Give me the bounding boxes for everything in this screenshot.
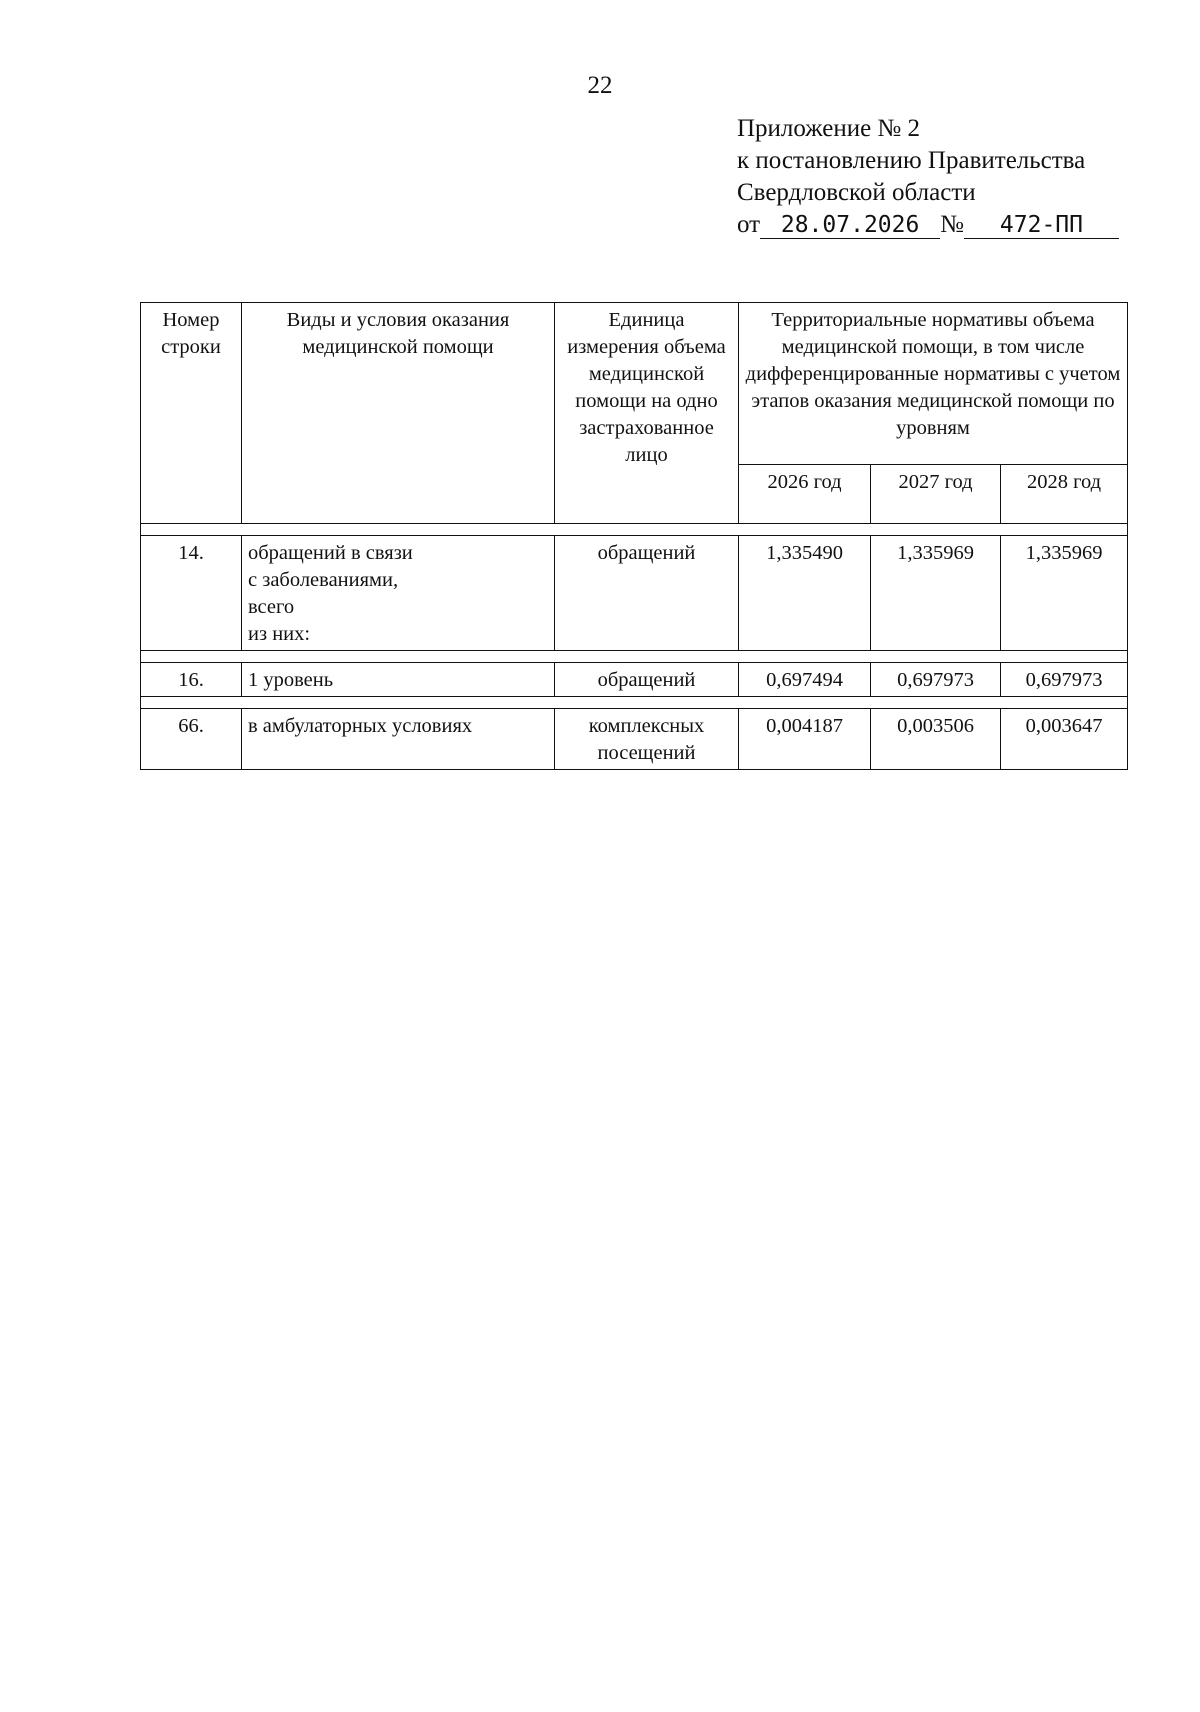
appendix-title: Приложение № 2	[737, 115, 921, 142]
row-value-2026: 0,697494	[739, 663, 871, 697]
row-value-2028: 0,003647	[1001, 709, 1128, 770]
header-row-number: Номер строки	[141, 303, 242, 524]
appendix-line-region: Свердловской области	[737, 179, 976, 206]
appendix-line-resolution: к постановлению Правительства	[737, 147, 1086, 174]
row-type-line: обращений в связи	[248, 542, 413, 564]
appendix-block	[737, 113, 1177, 241]
row-type: 1 уровень	[242, 663, 555, 697]
table-row	[141, 709, 1128, 770]
resolution-date-line	[737, 209, 1177, 241]
row-value-2026: 0,004187	[739, 709, 871, 770]
row-value-2027: 0,003506	[871, 709, 1001, 770]
header-types: Виды и условия оказания медицинской помощи	[242, 303, 555, 524]
table-header-row	[141, 303, 1128, 465]
header-year-2027: 2027 год	[871, 465, 1001, 524]
row-value-2028: 0,697973	[1001, 663, 1128, 697]
row-value-2027: 1,335969	[871, 536, 1001, 651]
number-label: №	[940, 211, 964, 238]
row-type-line: с заболеваниями,	[248, 569, 399, 591]
row-type: в амбулаторных условиях	[242, 709, 555, 770]
row-number: 16.	[141, 663, 242, 697]
row-value-2027: 0,697973	[871, 663, 1001, 697]
row-number: 14.	[141, 536, 242, 651]
resolution-date: 28.07.2026	[760, 212, 940, 239]
row-type-line: всего	[248, 596, 295, 618]
header-year-2026: 2026 год	[739, 465, 871, 524]
row-unit: обращений	[555, 536, 739, 651]
norms-table	[140, 302, 1128, 770]
row-unit: обращений	[555, 663, 739, 697]
from-label: от	[737, 211, 761, 238]
page-number: 22	[587, 72, 613, 99]
row-unit: комплексных посещений	[555, 709, 739, 770]
header-norms: Территориальные нормативы объема медицинской помощи, в том числе дифференцированные нормативы с учетом этапов оказания медицинской помощи по уровням	[739, 303, 1128, 465]
table-row	[141, 663, 1128, 697]
table-row	[141, 536, 1128, 651]
row-type-line: из них:	[248, 623, 311, 645]
header-unit: Единица измерения объема медицинской помощи на одно застрахованное лицо	[555, 303, 739, 524]
header-year-2028: 2028 год	[1001, 465, 1128, 524]
row-type	[242, 536, 555, 651]
resolution-number: 472-ПП	[964, 212, 1119, 239]
row-value-2026: 1,335490	[739, 536, 871, 651]
row-number: 66.	[141, 709, 242, 770]
row-value-2028: 1,335969	[1001, 536, 1128, 651]
